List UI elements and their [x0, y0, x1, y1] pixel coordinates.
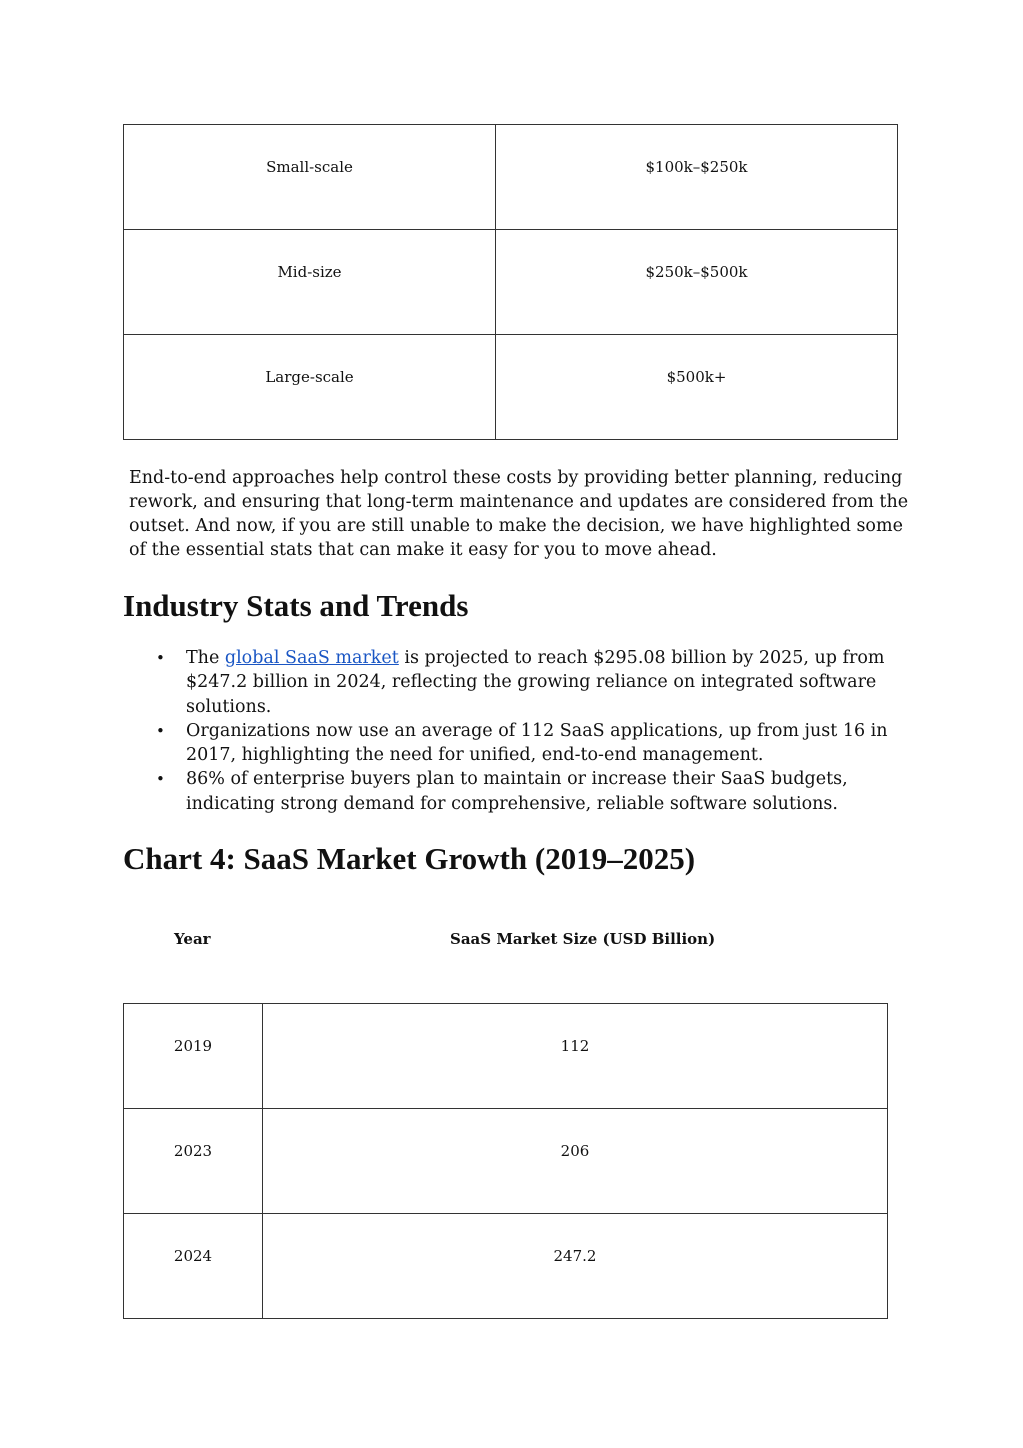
year-value: 2024	[173, 1247, 213, 1265]
year-cell	[124, 1109, 263, 1214]
market-size-value: 247.2	[553, 1247, 597, 1265]
cost-table	[123, 124, 898, 440]
scale-label: Small-scale	[266, 158, 353, 176]
year-value: 2023	[173, 1142, 213, 1160]
table-row	[124, 1004, 888, 1109]
list-item	[150, 646, 890, 719]
table-row	[124, 1109, 888, 1214]
year-cell	[124, 1214, 263, 1319]
cost-cell	[496, 335, 898, 440]
scale-label: Large-scale	[265, 368, 354, 386]
table-row	[124, 125, 898, 230]
bullet-icon: •	[156, 721, 165, 740]
table-row	[124, 230, 898, 335]
bullet-text: Organizations now use an average of 112 SaaS applications, up from just 16 in 2017, highlighting the need for unified, end-to-end management.	[186, 720, 888, 766]
table-row	[124, 335, 898, 440]
market-size-cell	[263, 1109, 888, 1214]
bullet-icon: •	[156, 649, 165, 667]
cost-value: $100k–$250k	[645, 158, 748, 176]
global-saas-market-link[interactable]: global SaaS market	[224, 648, 399, 668]
column-header-year: Year	[174, 930, 211, 948]
market-size-cell	[263, 1004, 888, 1109]
stats-heading: Industry Stats and Trends	[123, 588, 469, 623]
market-size-cell	[263, 1214, 888, 1319]
cost-value: $250k–$500k	[645, 263, 748, 281]
scale-cell	[124, 335, 496, 440]
list-item	[150, 719, 890, 768]
table-row	[124, 1214, 888, 1319]
cost-cell	[496, 230, 898, 335]
year-value: 2019	[173, 1037, 213, 1055]
chart-heading: Chart 4: SaaS Market Growth (2019–2025)	[123, 841, 696, 876]
scale-cell	[124, 230, 496, 335]
list-item	[150, 767, 890, 816]
bullet-icon: •	[156, 770, 165, 789]
intro-paragraph: End-to-end approaches help control these costs by providing better planning, reducing rework, and ensuring that long-term maintenance and updates are considered from the outset. And now, if you are still unable to make the decision, we have highlighted some of the essential stats that can make it easy for you to move ahead.	[129, 468, 909, 560]
bullet-prefix: The	[186, 648, 225, 668]
column-header-market-size: SaaS Market Size (USD Billion)	[450, 930, 716, 948]
cost-cell	[496, 125, 898, 230]
bullet-text: 86% of enterprise buyers plan to maintain or increase their SaaS budgets, indicating strong demand for comprehensive, reliable software solutions.	[186, 769, 848, 814]
market-growth-table	[123, 1003, 888, 1319]
market-size-value: 206	[560, 1142, 590, 1160]
cost-value: $500k+	[666, 368, 727, 386]
scale-cell	[124, 125, 496, 230]
year-cell	[124, 1004, 263, 1109]
bullet-suffix: is projected to reach $295.08 billion by 2025, up from $247.2 billion in 2024, reflecting the growing reliance on integrated software solutions.	[186, 648, 885, 717]
stats-list	[150, 646, 890, 816]
market-size-value: 112	[560, 1037, 590, 1055]
scale-label: Mid-size	[277, 263, 342, 281]
